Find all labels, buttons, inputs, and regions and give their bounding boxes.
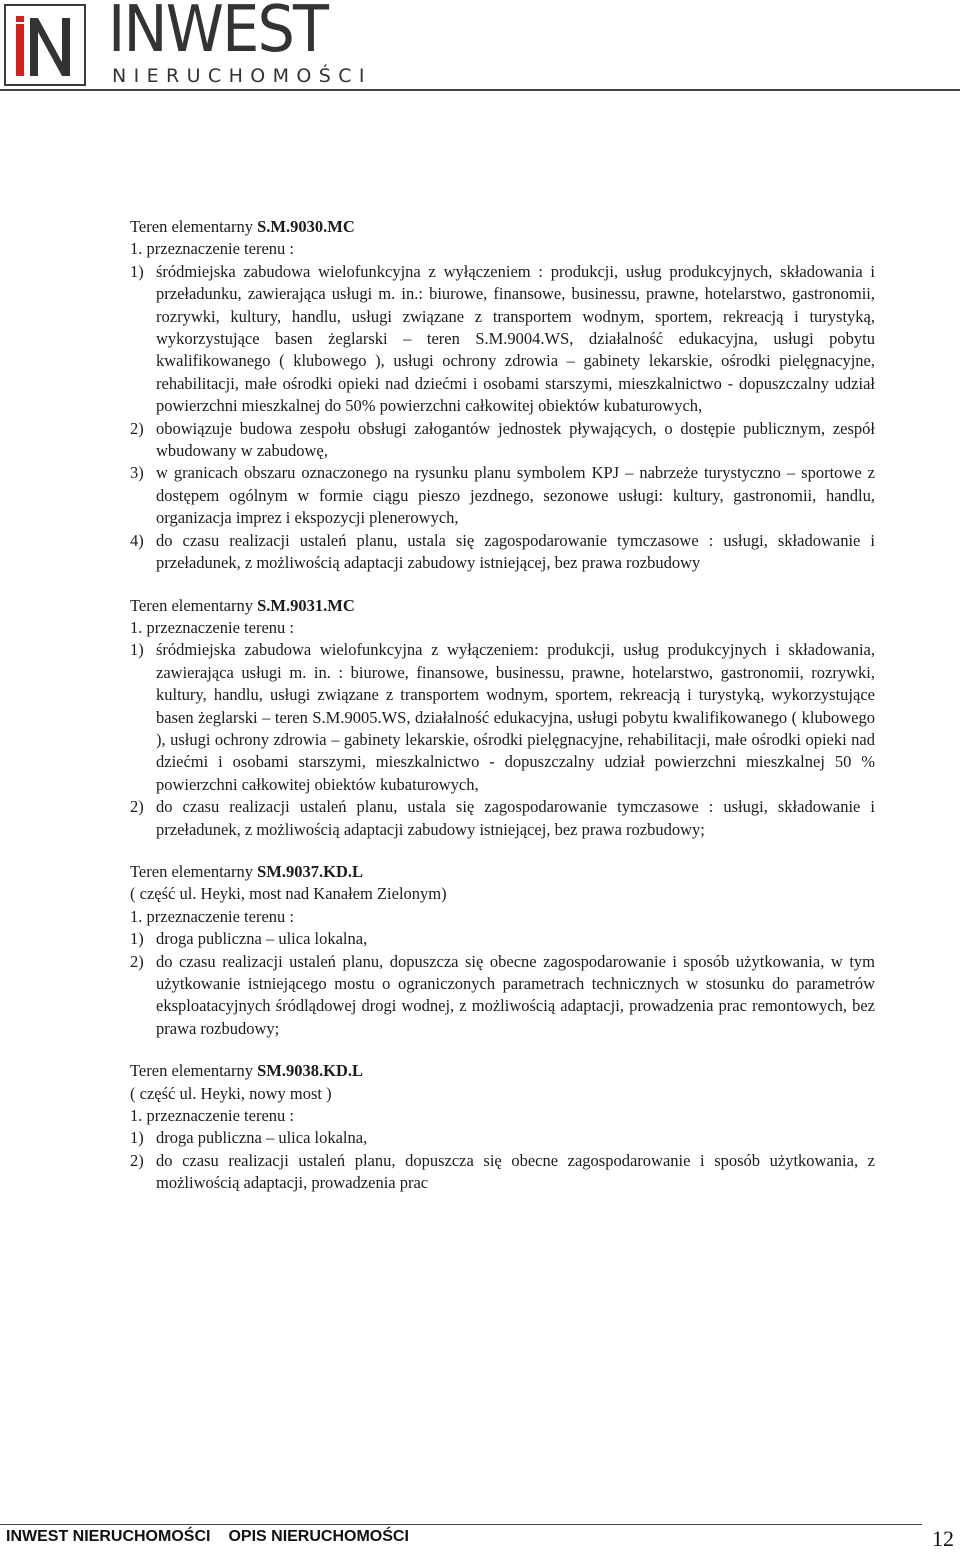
section-heading: 1. przeznaczenie terenu : — [130, 617, 294, 637]
footer-labels — [6, 1528, 427, 1546]
document-body — [130, 216, 875, 1215]
list-item: 2) do czasu realizacji ustaleń planu, dopuszcza się obecne zagospodarowanie i sposób użytkowania, z możliwością adaptacji, prowadzenia prac — [130, 1150, 875, 1193]
footer-doc-title: OPIS NIERUCHOMOŚCI — [228, 1528, 409, 1545]
page-header — [0, 0, 960, 92]
list-item: 4) do czasu realizacji ustaleń planu, ustala się zagospodarowanie tymczasowe : usługi, składowanie i przeładunek, z możliwością adaptacji zabudowy istniejącej, bez prawa rozbudowy — [130, 530, 875, 573]
section-heading: 1. przeznaczenie terenu : — [130, 1106, 294, 1126]
list-item: 1) śródmiejska zabudowa wielofunkcyjna z wyłączeniem: produkcji, usług produkcyjnych i składowania, zawierająca usługi m. in. : biurowe, finansowe, businessu, prawne, hotelarstwo, gastronomii, rozrywki, kultury, handlu, usługi związane z transportem wodnym, sportem, rekreacją i turystyką, wykorzystujące basen żeglarski – teren S.M.9005.WS, działalność edukacyjna, usługi pobytu kwalifikowanego ( klubowego ), usługi ochrony zdrowia – gabinety lekarskie, ośrodki pielęgnacyjne, rehabilitacji, małe ośrodki opieki nad dziećmi i osobami starszymi, mieszkalnictwo - dopuszczalny udział powierzchni mieszkalnej 50 % powierzchni całkowitej obiektów kubaturowych, — [130, 640, 875, 794]
footer-company: INWEST NIERUCHOMOŚCI — [6, 1528, 211, 1545]
list-item: 2) do czasu realizacji ustaleń planu, dopuszcza się obecne zagospodarowanie i sposób użytkowania, w tym użytkowanie istniejącego mostu o ograniczonych parametrach technicznych w stosunku do parametrów eksploatacyjnych śródlądowej drogi wodnej, z możliwością adaptacji, prowadzenia prac remontowych, bez prawa rozbudowy; — [130, 951, 875, 1038]
brand-name: INWEST — [108, 0, 328, 67]
logo-icon — [4, 4, 86, 86]
section-sm9030 — [130, 216, 875, 575]
section-sm9037 — [130, 861, 875, 1040]
brand-subtitle: NIERUCHOMOŚCI — [112, 65, 372, 87]
list-item: 3) w granicach obszaru oznaczonego na rysunku planu symbolem KPJ – nabrzeże turystyczno – sportowe z dostępem ogólnym w formie ciągu pieszo jezdnego, sezonowe usługi: kultury, gastronomii, handlu, organizacja imprez i ekspozycji plenerowych, — [130, 463, 875, 528]
footer-divider — [0, 1524, 922, 1525]
section-title: Teren elementarny SM.9037.KD.L — [130, 861, 364, 881]
list-item: 1) droga publiczna – ulica lokalna, — [130, 1128, 368, 1148]
section-note: ( część ul. Heyki, most nad Kanałem Zielonym) — [130, 884, 447, 904]
section-title: Teren elementarny S.M.9031.MC — [130, 595, 355, 615]
section-heading: 1. przeznaczenie terenu : — [130, 906, 294, 926]
list-item: 1) śródmiejska zabudowa wielofunkcyjna z wyłączeniem : produkcji, usług produkcyjnych, składowania i przeładunku, zawierająca usługi m. in.: biurowe, finansowe, businessu, prawne, hotelarstwo, gastronomii, rozrywki, kultury, handlu, usługi związane z transportem wodnym, sportem, rekreacją i turystyką, wykorzystujące basen żeglarski – teren S.M.9004.WS, działalność edukacyjna, usługi pobytu kwalifikowanego ( klubowego ), usługi ochrony zdrowia – gabinety lekarskie, ośrodki pielęgnacyjne, rehabilitacji, małe ośrodki opieki nad dziećmi i osobami starszymi, mieszkalnictwo - dopuszczalny udział powierzchni mieszkalnej do 50% powierzchni całkowitej obiektów kubaturowych, — [130, 261, 875, 416]
header-divider — [0, 89, 960, 91]
page-number: 12 — [932, 1526, 954, 1551]
section-title: Teren elementarny SM.9038.KD.L — [130, 1061, 364, 1081]
section-sm9031 — [130, 595, 875, 841]
section-title: Teren elementarny S.M.9030.MC — [130, 217, 355, 236]
section-heading: 1. przeznaczenie terenu : — [130, 239, 294, 259]
section-sm9038 — [130, 1060, 875, 1194]
list-item: 2) obowiązuje budowa zespołu obsługi załogantów jednostek pływających, o dostępie publicznym, zespół wbudowany w zabudowę, — [130, 418, 875, 461]
list-item: 2) do czasu realizacji ustaleń planu, ustala się zagospodarowanie tymczasowe : usługi, składowanie i przeładunek, z możliwością adaptacji zabudowy istniejącej, bez prawa rozbudowy; — [130, 797, 875, 839]
list-item: 1) droga publiczna – ulica lokalna, — [130, 929, 368, 949]
section-note: ( część ul. Heyki, nowy most ) — [130, 1083, 332, 1103]
